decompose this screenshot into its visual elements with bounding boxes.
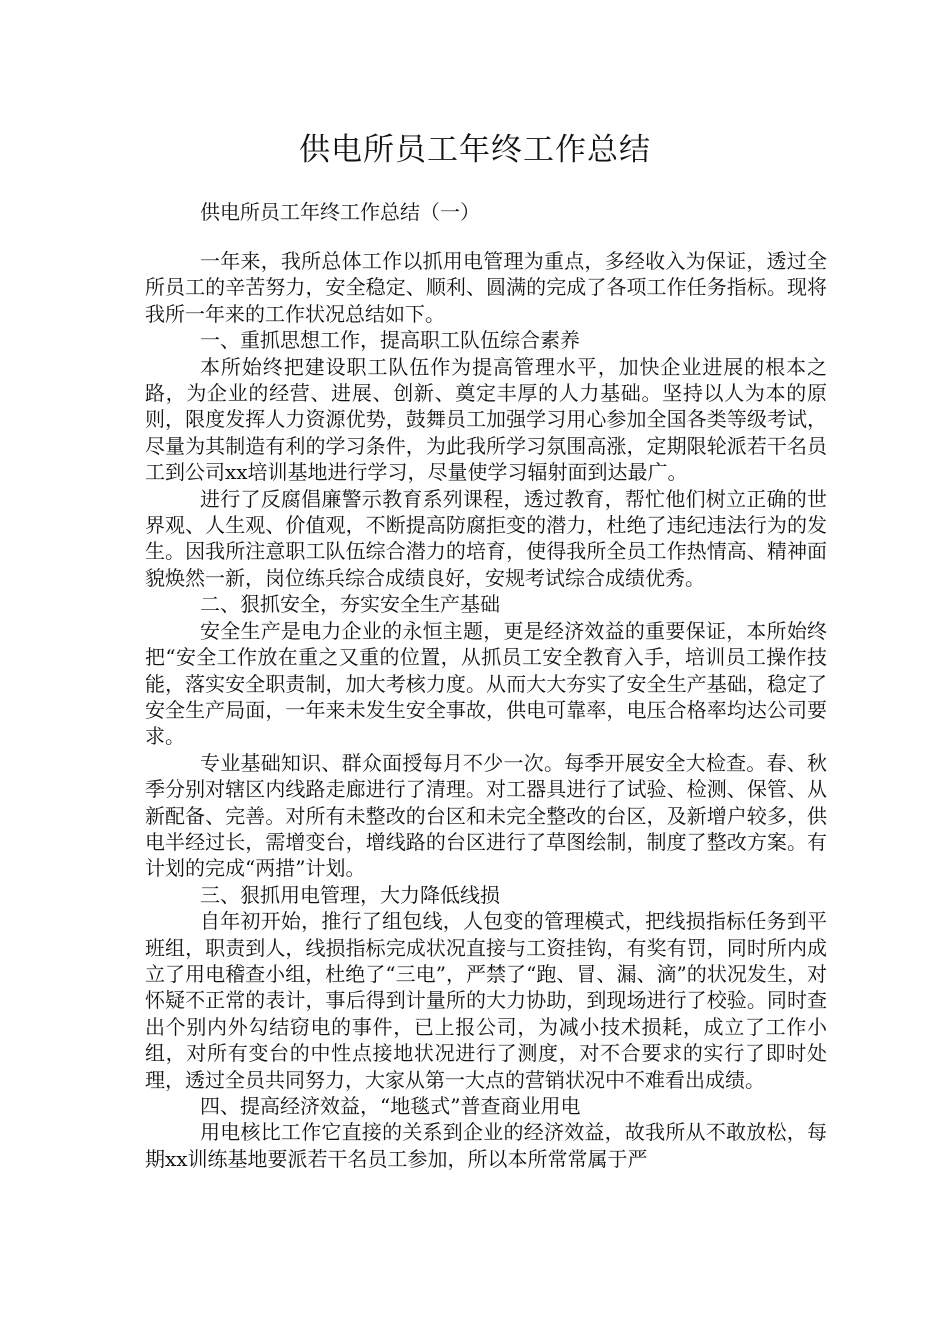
paragraph: 自年初开始，推行了组包线，人包变的管理模式，把线损指标任务到平班组，职责到人，线损指标完成状况直接与工资挂钩，有奖有罚，同时所内成立了用电稽查小组，杜绝了“三电”，严禁了“跑、冒、漏、滴”的状况发生，对怀疑不正常的表计，事后得到计量所的大力协助，到现场进行了校验。同时查出个别内外勾结窃电的事件，已上报公司，为减小技术损耗，成立了工作小组，对所有变台的中性点接地状况进行了测度，对不合要求的实行了即时处理，透过全员共同努力，大家从第一大点的营销状况中不难看出成绩。 (145, 909, 827, 1092)
section-heading-2: 二、狠抓安全，夯实安全生产基础 (200, 592, 500, 617)
paragraph: 安全生产是电力企业的永恒主题，更是经济效益的重要保证，本所始终把“安全工作放在重之又重的位置，从抓员工安全教育入手，培训员工操作技能，落实安全职责制，加大考核力度。从而大大夯实了安全生产基础，稳定了安全生产局面，一年来未发生安全事故，供电可靠率，电压合格率均达公司要求。 (145, 618, 827, 749)
section-heading-3: 三、狠抓用电管理，大力降低线损 (200, 882, 500, 907)
paragraph: 本所始终把建设职工队伍作为提高管理水平，加快企业进展的根本之路，为企业的经营、进展、创新、奠定丰厚的人力基础。坚持以人为本的原则，限度发挥人力资源优势，鼓舞员工加强学习用心参加全国各类等级考试，尽量为其制造有利的学习条件，为此我所学习氛围高涨，定期限轮派若干名员工到公司xx培训基地进行学习，尽量使学习辐射面到达最广。 (145, 354, 827, 485)
section-heading-1: 一、重抓思想工作，提高职工队伍综合素养 (200, 328, 580, 353)
paragraph: 进行了反腐倡廉警示教育系列课程，透过教育，帮忙他们树立正确的世界观、人生观、价值观，不断提高防腐拒变的潜力，杜绝了违纪违法行为的发生。因我所注意职工队伍综合潜力的培育，使得我所全员工作热情高、精神面貌焕然一新，岗位练兵综合成绩良好，安规考试综合成绩优秀。 (145, 486, 827, 590)
paragraph-intro: 一年来，我所总体工作以抓用电管理为重点，多经收入为保证，透过全所员工的辛苦努力，安全稳定、顺利、圆满的完成了各项工作任务指标。现将我所一年来的工作状况总结如下。 (145, 249, 827, 326)
document-title: 供电所员工年终工作总结 (299, 132, 651, 168)
document-body (145, 248, 827, 1172)
paragraph: 专业基础知识、群众面授每月不少一次。每季开展安全大检查。春、秋季分别对辖区内线路走廊进行了清理。对工器具进行了试验、检测、保管、从新配备、完善。对所有未整改的台区和未完全整改的台区，及新增户较多，供电半经过长，需增变台，增线路的台区进行了草图绘制，制度了整改方案。有计划的完成“两措”计划。 (145, 750, 827, 881)
paragraph: 用电核比工作它直接的关系到企业的经济效益，故我所从不敢放松，每期xx训练基地要派若干名员工参加，所以本所常常属于严 (145, 1120, 827, 1171)
section-heading-4: 四、提高经济效益，“地毯式”普查商业用电 (200, 1094, 581, 1118)
document-subtitle: 供电所员工年终工作总结（一） (200, 200, 480, 224)
